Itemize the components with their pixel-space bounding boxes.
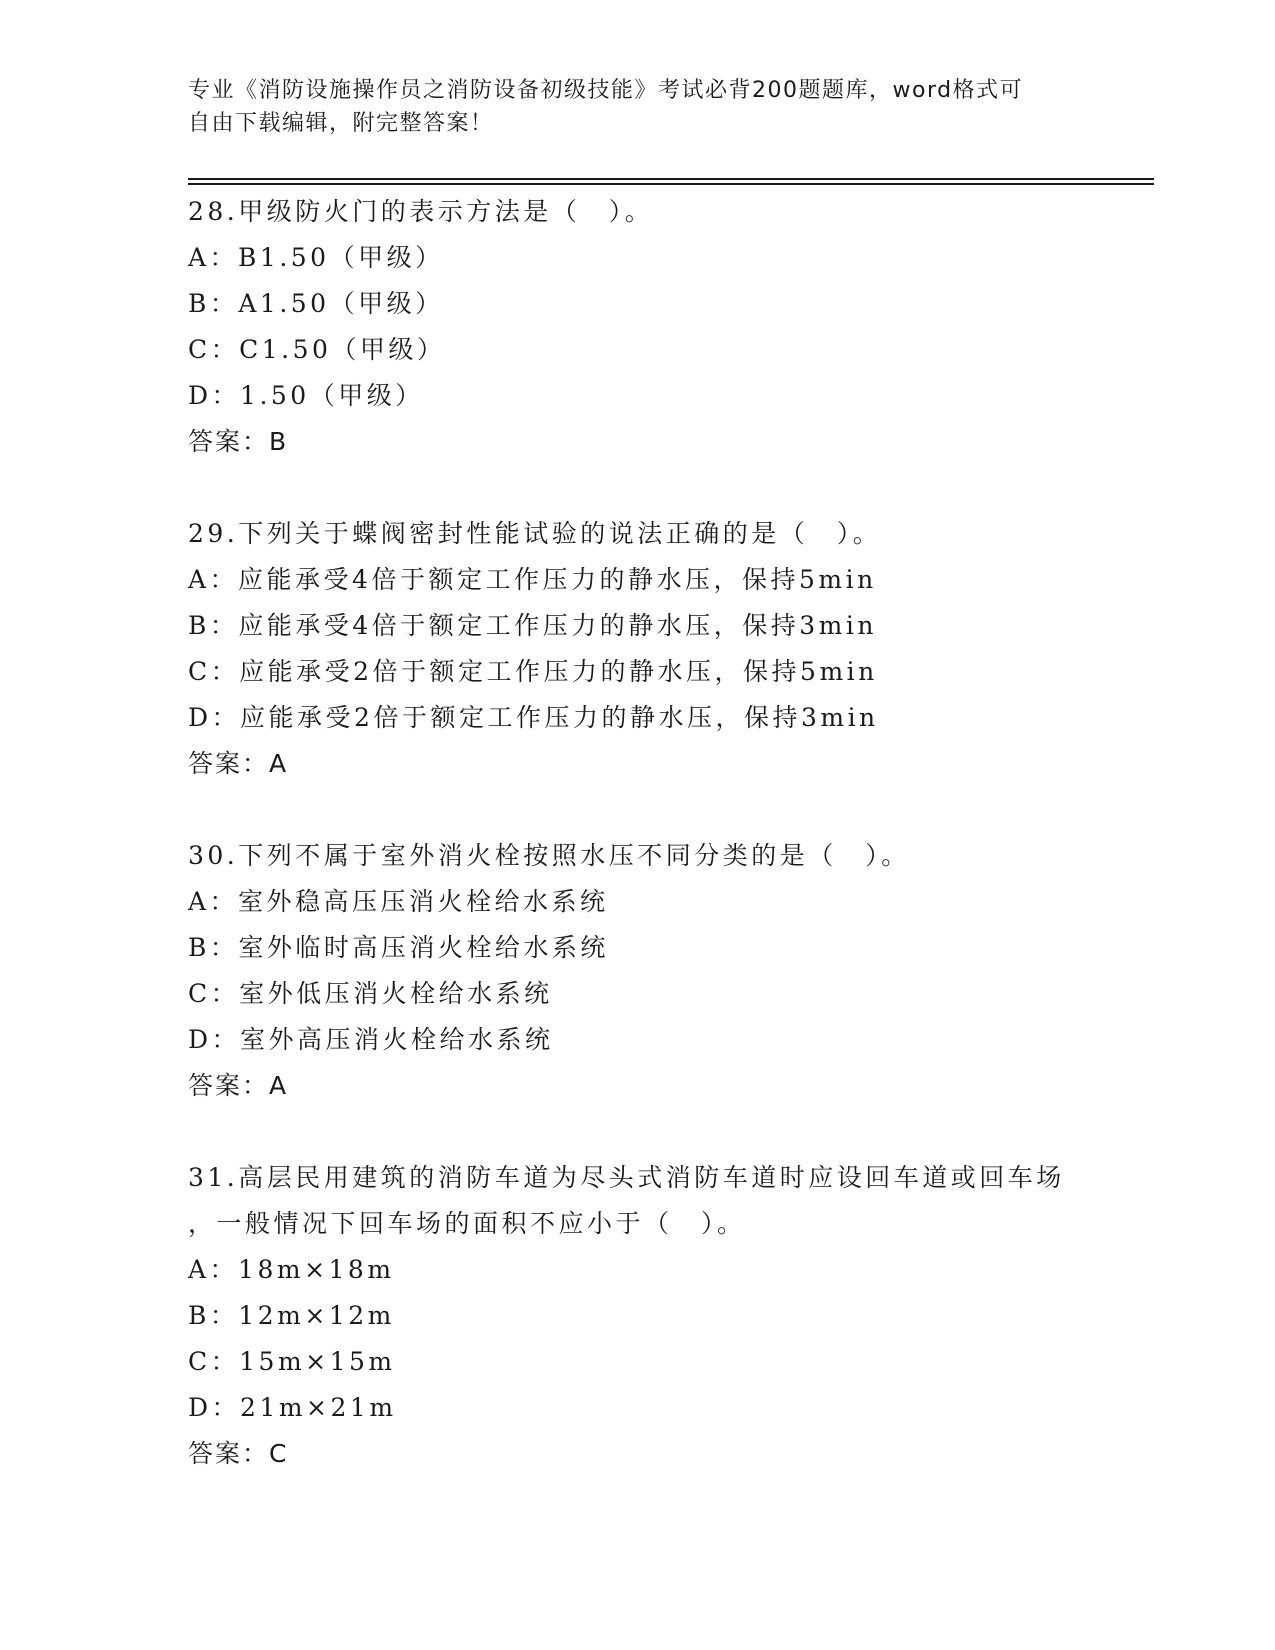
question-stem-line-1: 31.高层民用建筑的消防车道为尽头式消防车道时应设回车道或回车场	[188, 1163, 1065, 1192]
question-stem: 28.甲级防火门的表示方法是（ ）。	[188, 197, 654, 226]
option-b: B：应能承受4倍于额定工作压力的静水压，保持3min	[188, 611, 877, 640]
option-d: D：应能承受2倍于额定工作压力的静水压，保持3min	[188, 703, 879, 732]
header-line-2: 自由下载编辑，附完整答案！	[188, 111, 494, 136]
option-d: D：室外高压消火栓给水系统	[188, 1025, 554, 1054]
option-c: C：C1.50（甲级）	[188, 335, 446, 364]
question-28	[188, 189, 1148, 465]
option-a: A：B1.50（甲级）	[188, 243, 444, 272]
option-d: D：21m×21m	[188, 1393, 397, 1422]
option-c: C：应能承受2倍于额定工作压力的静水压，保持5min	[188, 657, 878, 686]
question-31	[188, 1155, 1148, 1477]
question-list	[188, 189, 1148, 1523]
option-b: B：室外临时高压消火栓给水系统	[188, 933, 609, 962]
option-c: C：15m×15m	[188, 1347, 396, 1376]
option-a: A：应能承受4倍于额定工作压力的静水压，保持5min	[188, 565, 877, 594]
option-d: D：1.50（甲级）	[188, 381, 424, 410]
option-a: A：室外稳高压压消火栓给水系统	[188, 887, 609, 916]
answer-label: 答案：B	[188, 427, 289, 456]
question-stem: 29.下列关于蝶阀密封性能试验的说法正确的是（ ）。	[188, 519, 882, 548]
header-divider-bottom	[188, 183, 1154, 185]
option-b: B：12m×12m	[188, 1301, 395, 1330]
answer-label: 答案：C	[188, 1439, 289, 1468]
question-stem-line-2: ，一般情况下回车场的面积不应小于（ ）。	[188, 1209, 746, 1238]
option-b: B：A1.50（甲级）	[188, 289, 444, 318]
question-stem: 30.下列不属于室外消火栓按照水压不同分类的是（ ）。	[188, 841, 910, 870]
option-c: C：室外低压消火栓给水系统	[188, 979, 553, 1008]
document-header	[188, 74, 1088, 140]
option-a: A：18m×18m	[188, 1255, 395, 1284]
question-29	[188, 511, 1148, 787]
answer-label: 答案：A	[188, 1071, 289, 1100]
header-line-1: 专业《消防设施操作员之消防设备初级技能》考试必背200题题库，word格式可	[188, 78, 1024, 103]
header-divider-top	[188, 178, 1154, 180]
question-30	[188, 833, 1148, 1109]
answer-label: 答案：A	[188, 749, 289, 778]
